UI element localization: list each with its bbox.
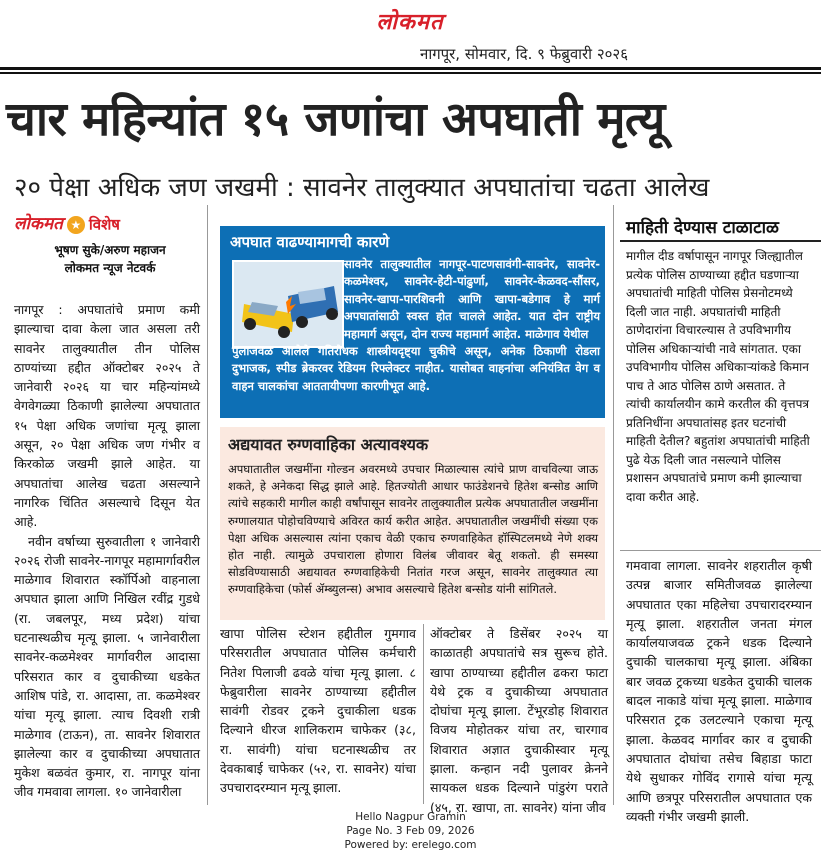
- masthead-rule: [0, 67, 821, 70]
- column-divider: [423, 624, 424, 804]
- dateline: नागपूर, सोमवार, दि. ९ फेब्रुवारी २०२६: [420, 45, 629, 63]
- car-crash-illustration: [232, 260, 344, 348]
- page-footer: [0, 810, 821, 852]
- headline: चार महिन्यांत १५ जणांचा अपघाती मृत्यू: [6, 92, 665, 147]
- brand-logo: लोकमत: [14, 214, 63, 234]
- paragraph: नागपूर : अपघातांचे प्रमाण कमी झाल्याचा दावा केला जात असला तरी सावनेर तालुक्यातील तीन पोलिस ठाण्यांच्या हद्दीत ऑक्टोबर २०२५ ते जानेवारी २०२६ या चार महिन्यांमध्ये वेगवेगळ्या ठिकाणी झालेल्या अपघातात १५ पेक्षा अधिक जणांचा मृत्यू झाला असून, २० पेक्षा अधिक जण गंभीर व किरकोळ जखमी झाले आहेत. या अपघातांचा आलेख चढता असल्याने नागरिक चिंतित असल्याचे दिसून येत आहे.: [14, 302, 200, 530]
- column-divider: [613, 205, 614, 805]
- article-column-3: ऑक्टोबर ते डिसेंबर २०२५ या काळातही अपघातांचे सत्र सुरूच होते. खापा ठाण्याच्या हद्दीतील ढकरा फाटा येथे ट्रक व दुचाकीच्या अपघातात दोघांचा मृत्यू झाला. टेंभूरडोह शिवारात विजय मोहोतकर यांचा तर, चारगाव शिवारात अज्ञात दुचाकीस्वार मृत्यू झाला. कन्हान नदी पुलावर क्रेनने सायकल धडक दिल्याने पांडुरंग पराते (४५, रा. खापा, ता. सावनेर) यांना जीव: [430, 626, 608, 815]
- paragraph: नवीन वर्षाच्या सुरुवातीला १ जानेवारी २०२६ रोजी सावनेर-नागपूर महामार्गावरील माळेगाव शिवारात स्कॉर्पिओ वाहनाला अपघात झाला आणि निखिल रवींद्र गुडधे (रा. जबलपूर, मध्य प्रदेश) यांचा घटनास्थळीच मृत्यू झाला. ५ जानेवारीला सावनेर-कळमेश्वर मार्गावरील आदासा परिसरात कार व दुचाकीच्या धडकेत आशिष पांडे, रा. आदासा, ता. कळमेश्वर यांचा मृत्यू झाला. त्याच दिवशी रात्री माळेगाव (टाऊन), ता. सावनेर शिवारात झालेल्या कार व दुचाकीच्या अपघातात मुकेश बळवंत कुमार, रा. नागपूर यांना जीव गमवावा लागला. १० जानेवारीला: [14, 533, 200, 800]
- masthead-logo: लोकमत: [376, 9, 444, 35]
- ambulance-box-text: अपघातातील जखमींना गोल्डन अवरमध्ये उपचार मिळाल्यास त्यांचे प्राण वाचविल्या जाऊ शकते, हे अनेकदा सिद्ध झाले आहे. हितज्योती आधार फाउंडेशनचे हितेश बन्सोड आणि त्यांचे सहकारी मागील काही वर्षांपासून सावनेर तालुक्यातील प्रत्येक अपघातातील जखमींना रुग्णालयात पोहोचविण्याचे अविरत कार्य करीत आहेत. अपघातातील जखमींची संख्या एक पेक्षा अधिक असल्यास त्यांना एकाच वेळी एकाच रुग्णवाहिकेत हॉस्पिटलमध्ये नेणे शक्य होत नाही. त्यामुळे उपचाराला होणारा विलंब जीवावर बेतू शकतो. ही समस्या सोडविण्यासाठी अद्ययावत रुग्णवाहिकेची नितांत गरज असून, सावनेर तालुक्यात त्या रुग्णवाहिकेचा (फोर्स ॲम्ब्युलन्स) अभाव असल्याचे हितेश बन्सोड यांनी सांगितले.: [228, 462, 598, 597]
- article-column-2: खापा पोलिस स्टेशन हद्दीतील गुमगाव परिसरातील अपघातात पोलिस कर्मचारी नितेश पिलाजी ढवळे यांचा मृत्यू झाला. ८ फेब्रुवारीला सावनेर ठाण्याच्या हद्दीतील सावंगी रोडवर ट्रकने दुचाकीला धडक दिल्याने धीरज शालिकराम चाफेकर (३८, रा. सावंगी) यांचा घटनास्थळीच तर देवकाबाई चाफेकर (५२, रा. सावनेर) यांचा उपचारादरम्यान मृत्यू झाला.: [220, 626, 416, 796]
- article-column-4: गमवावा लागला. सावनेर शहरातील कृषी उत्पन्न बाजार समितीजवळ झालेल्या अपघातात एका महिलेचा उपचारादरम्यान मृत्यू झाला. शहरातील जनता मंगल कार्यालयाजवळ ट्रकने धडक दिल्याने दुचाकी चालकाचा मृत्यू झाला. अंबिका बार जवळ ट्रकच्या धडकेत दुचाकी चालक बादल नाकाडे यांचा मृत्यू झाला. माळेगाव परिसरात ट्रक उलटल्याने एकाचा मृत्यू झाला. केळवद मार्गावर कार व दुचाकी अपघातात दोघांचा तसेच बिहाडा फाटा येथे सुधाकर गोविंद रागासे यांचा मृत्यू आणि छत्रपूर परिसरातील अपघातात एक व्यक्ती गंभीर जखमी झाली.: [626, 558, 812, 824]
- lokmat-special-badge: [14, 211, 194, 233]
- byline-org: लोकमत न्यूज नेटवर्क: [64, 261, 156, 275]
- reasons-box-text-continued: पुलाजवळ आलेले गतिरोधक शास्त्रीयदृष्ट्या चुकीचे असून, अनेक ठिकाणी रोडला दुभाजक, स्पीड ब्रेकरवर रेडियम रिफ्लेक्टर नाहीत. यासोबत वाहनांचा अनियंत्रित वेग व वाहन चालकांचा आततायीपणा कारणीभूत आहे.: [232, 344, 600, 393]
- column-divider: [207, 205, 208, 805]
- subheadline: २० पेक्षा अधिक जण जखमी : सावनेर तालुक्यात अपघातांचा चढता आलेख: [14, 173, 710, 203]
- footer-edition: Hello Nagpur Gramin: [355, 811, 466, 823]
- footer-page-date: Page No. 3 Feb 09, 2026: [346, 825, 475, 837]
- brand-special-label: विशेष: [88, 215, 120, 234]
- byline-names: भूषण सुके/अरुण महाजन: [54, 243, 166, 257]
- sidebar-rule: [620, 240, 821, 242]
- sidebar-text: मागील दीड वर्षापासून नागपूर जिल्ह्यातील प्रत्येक पोलिस ठाण्याच्या हद्दीत घडणाऱ्या अपघातांची माहिती पोलिस प्रेसनोटमध्ये दिली जात नाही. अपघातांची माहिती ठाणेदारांना विचारल्यास ते उपविभागीय पोलिस अधिकाऱ्यांची नावे सांगतात. एका उपविभागीय पोलिस अधिकाऱ्यांकडे किमान पाच ते आठ पोलिस ठाणे असतात. ते त्यांची कार्यालयीन कामे करतील की वृत्तपत्र प्रतिनिधींना अपघातांसह इतर घटनांची माहिती देतील? बहुतांश अपघातांची माहिती पुढे येऊ दिली जात नसल्याने पोलिस प्रशासन अपघातांचे प्रमाण कमी झाल्याचा दावा करीत आहे.: [626, 249, 810, 504]
- sidebar-divider: [620, 550, 821, 551]
- reasons-box-heading: अपघात वाढण्यामागची कारणे: [230, 233, 390, 251]
- ambulance-box-heading: अद्ययावत रुग्णवाहिका अत्यावश्यक: [228, 435, 429, 454]
- sidebar-heading: माहिती देण्यास टाळाटाळ: [626, 218, 779, 238]
- reasons-box-text: सावनेर तालुक्यातील नागपूर-पाटणसावंगी-सावनेर, सावनेर-कळमेश्वर, सावनेर-हेटी-पांढुर्णा, सावनेर-केळवद-सौंसर, सावनेर-खापा-पारशिवनी आणि खापा-बडेगाव हे मार्ग अपघातांसाठी स्वस्त होत चालले आहेत. यात दोन राष्ट्रीय महामार्ग असून, दोन राज्य महामार्ग आहेत. माळेगाव येथील: [344, 257, 600, 341]
- byline: [20, 241, 200, 277]
- car-crash-icon: [234, 262, 342, 346]
- article-column-1: [14, 300, 200, 805]
- star-icon: ★: [67, 216, 85, 234]
- masthead-rule-thin: [0, 72, 821, 74]
- footer-powered-by: Powered by: erelego.com: [344, 839, 477, 851]
